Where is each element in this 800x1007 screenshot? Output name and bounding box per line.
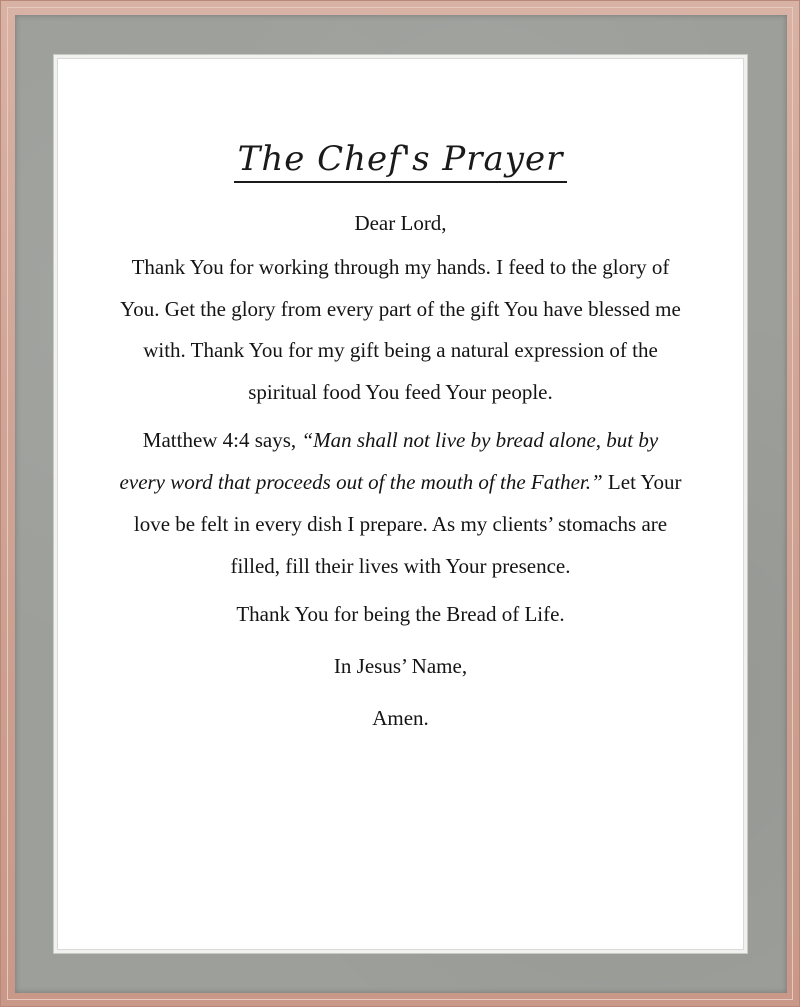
scripture-quote: “Man shall not live by bread alone, but by every word that proceeds out of the mouth of the Father.” (119, 428, 659, 494)
paragraph-thanks: Thank You for working through my hands. I feed to the glory of You. Get the glory from every part of the gift You have blessed me with. Thank You for my gift being a natural expression of the spiritual food You feed Your people. (120, 255, 681, 404)
scripture-tail: Let Your love be felt in every dish I prepare. As my clients’ stomachs are filled, fill their lives with Your presence. (133, 470, 682, 578)
signoff: Amen. (372, 706, 429, 730)
salutation: Dear Lord, (354, 211, 447, 235)
paragraph-bread-of-life: Thank You for being the Bread of Life. (236, 602, 565, 626)
closing-line: In Jesus’ Name, (333, 654, 468, 678)
prayer-body (118, 205, 683, 751)
paragraph-scripture (118, 419, 683, 587)
scripture-lead: Matthew 4:4 says, (142, 428, 302, 452)
prayer-paper (58, 59, 743, 949)
title-wrap (58, 139, 743, 183)
prayer-title: The Chef's Prayer (234, 139, 568, 183)
